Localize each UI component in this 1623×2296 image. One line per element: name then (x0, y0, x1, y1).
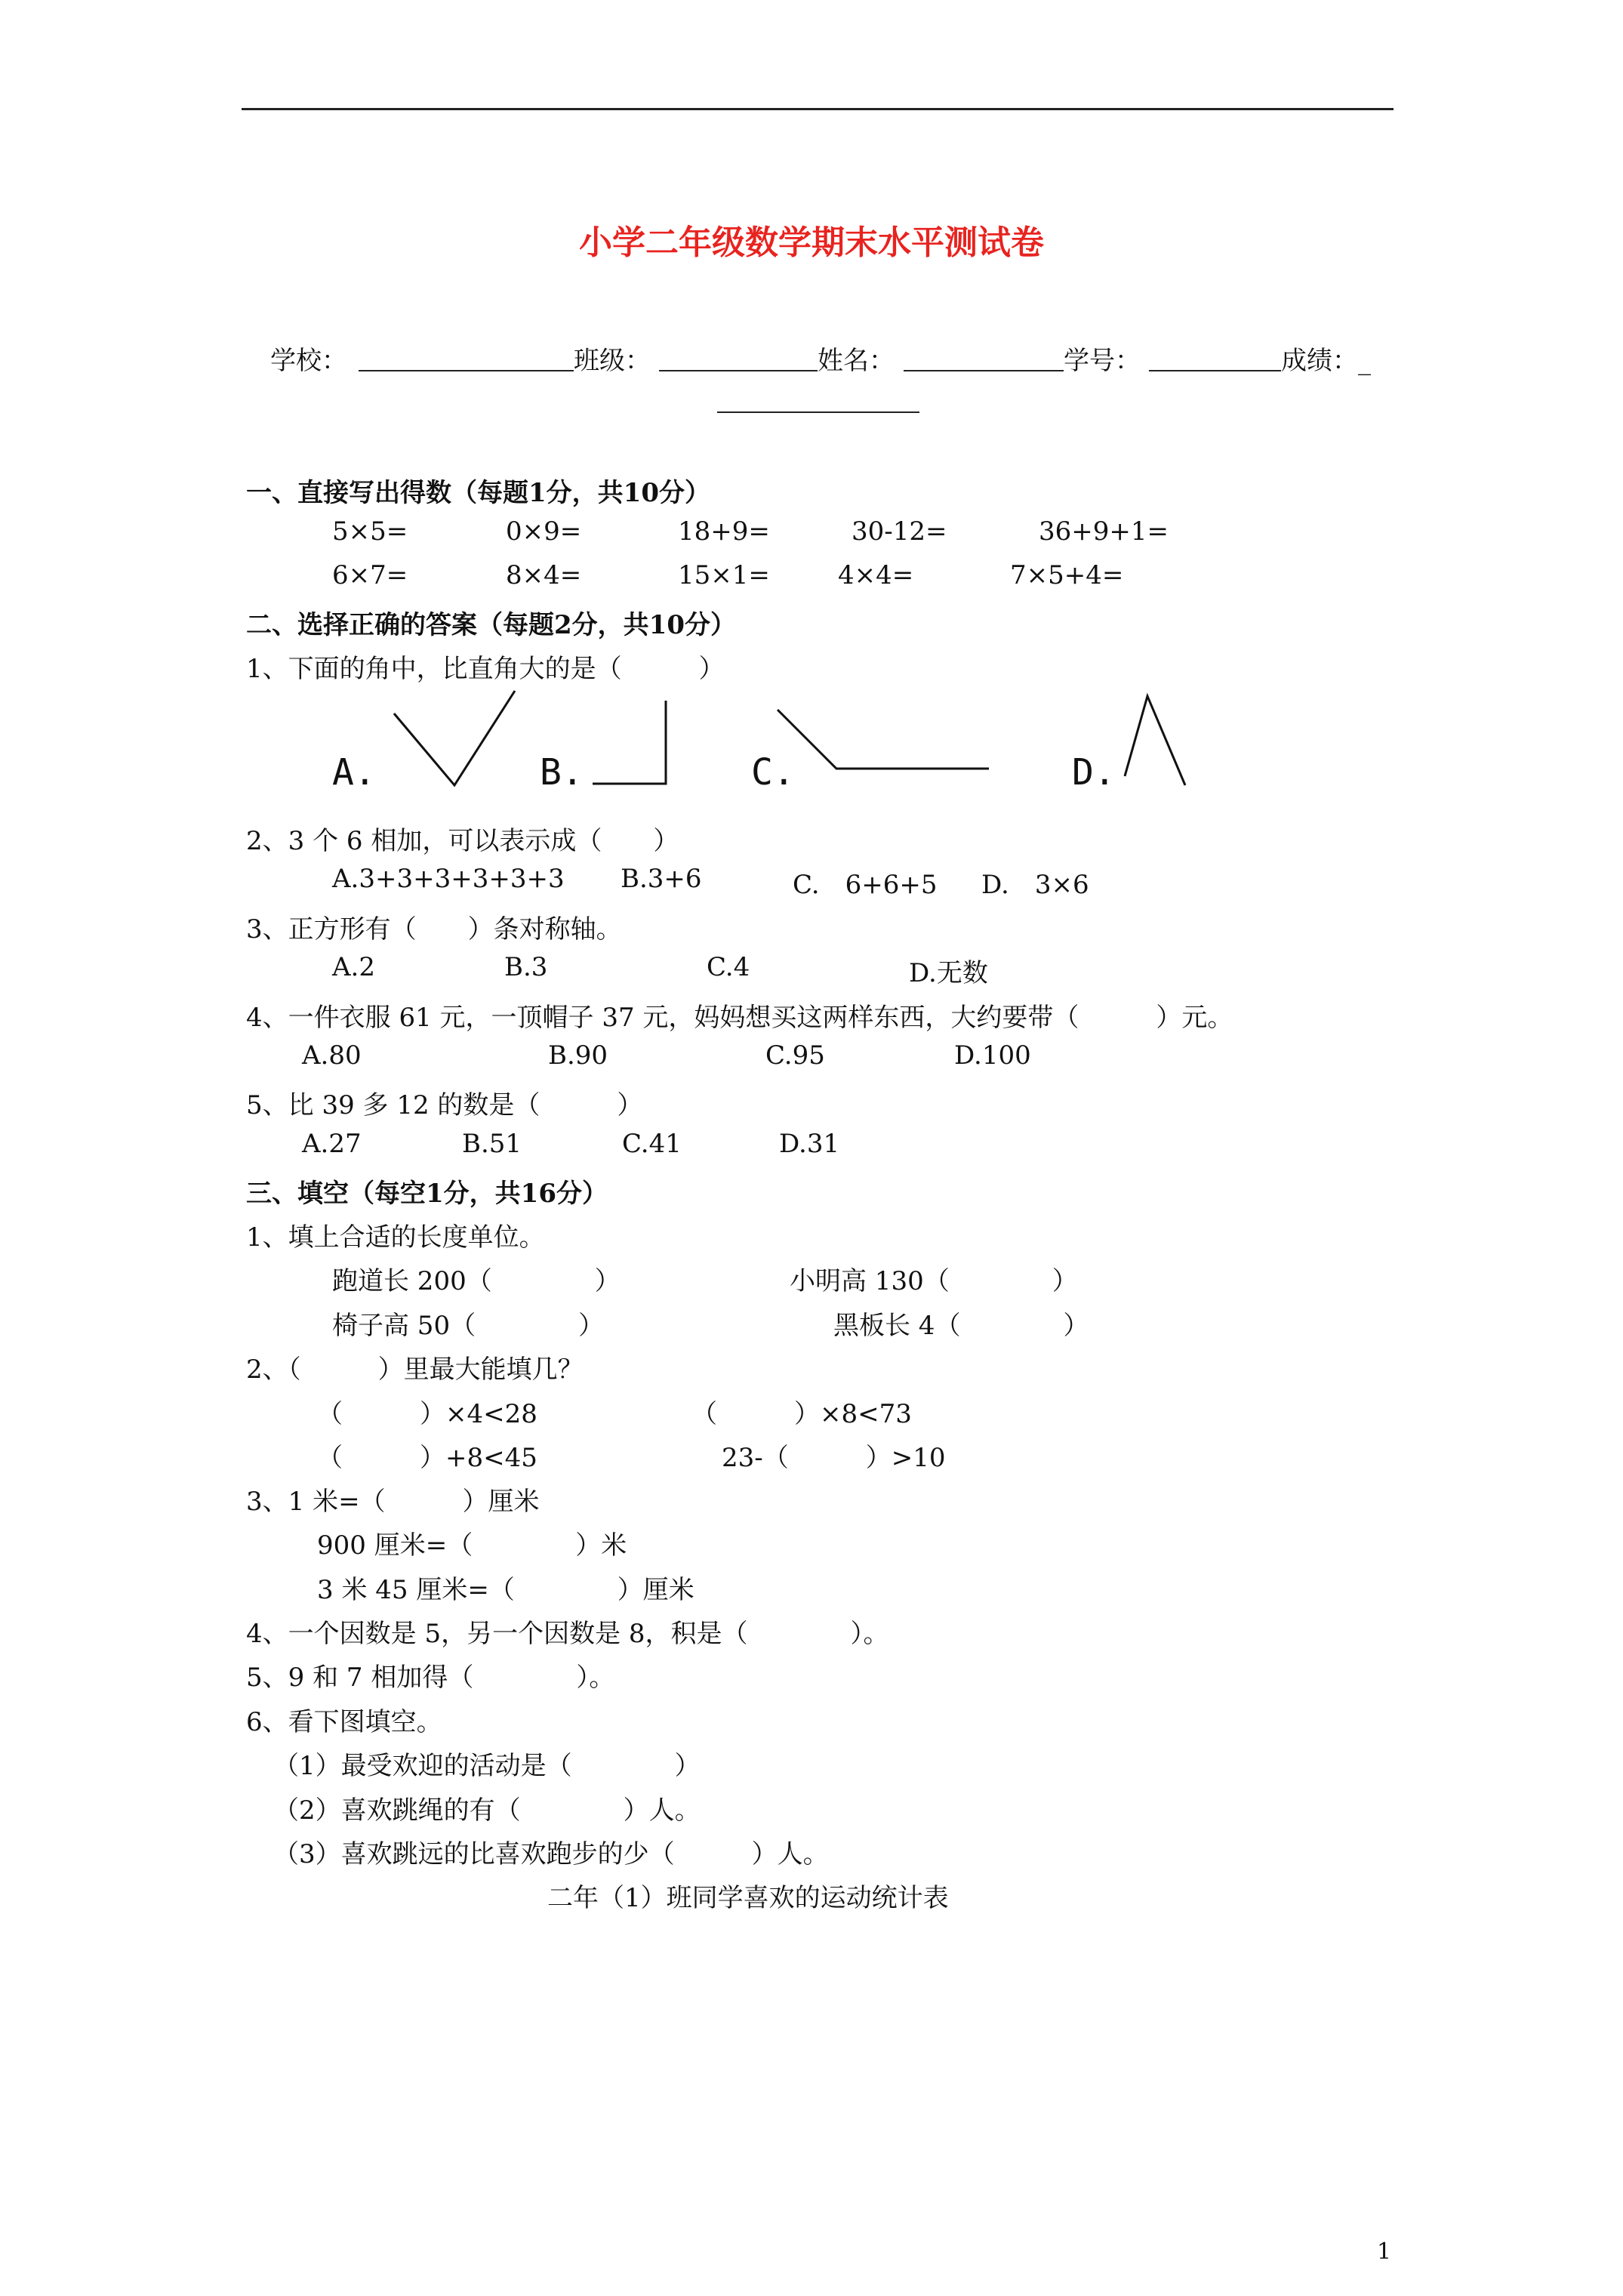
option: A.3+3+3+3+3+3 (332, 864, 565, 894)
calc-item: 7×5+4= (1010, 560, 1124, 590)
option: B.3+6 (621, 864, 702, 894)
option: C.4 (707, 952, 750, 982)
section3-heading: 三、填空（每空1分，共16分） (246, 1179, 608, 1209)
option: C. 6+6+5 (793, 870, 938, 900)
option: D. 3×6 (981, 870, 1089, 900)
option: C.95 (765, 1040, 825, 1071)
angle-b (593, 701, 666, 784)
calc-item: 15×1= (678, 560, 770, 590)
option: D.31 (779, 1129, 840, 1159)
figure-label-a: A. (332, 751, 376, 794)
question-2-4: 4、一件衣服 61 元，一顶帽子 37 元，妈妈想买这两样东西，大约要带（ ）元。 (246, 1003, 1233, 1033)
calc-item: 8×4= (506, 560, 582, 590)
fill-item: 23-（ ）>10 (722, 1443, 946, 1473)
score-blank[interactable] (717, 411, 919, 413)
angle-c (778, 710, 989, 769)
option: B.90 (548, 1040, 608, 1071)
number-label: 学号： (1064, 346, 1141, 376)
score-label: 成绩：_ (1281, 346, 1371, 376)
question-3-4: 4、一个因数是 5，另一个因数是 8，积是（ ）。 (246, 1619, 889, 1649)
calc-item: 4×4= (838, 560, 914, 590)
calc-item: 6×7= (332, 560, 408, 590)
question-3-3: 3、1 米=（ ）厘米 (246, 1487, 540, 1517)
option: A.27 (302, 1129, 362, 1159)
question-3-2: 2、（ ）里最大能填几？ (246, 1354, 584, 1385)
calc-item: 30-12= (852, 516, 947, 547)
page-title: 小学二年级数学期末水平测试卷 (579, 223, 1044, 262)
option: D.无数 (909, 958, 988, 988)
figure-label-d: D. (1072, 751, 1116, 794)
header-rule (242, 108, 1394, 110)
fill-item: （ ）×4<28 (317, 1399, 537, 1429)
question-3-6: 6、看下图填空。 (246, 1707, 442, 1737)
fill-item: 椅子高 50（ ） (332, 1311, 605, 1341)
calc-item: 5×5= (332, 516, 408, 547)
question-2-1: 1、下面的角中，比直角大的是（ ） (246, 654, 725, 684)
angle-d (1125, 696, 1185, 785)
figure-label-b: B. (540, 751, 584, 794)
name-blank[interactable] (904, 370, 1064, 371)
option: B.3 (504, 952, 548, 982)
fill-item: （ ）×8<73 (691, 1399, 912, 1429)
school-label: 学校： (270, 346, 347, 376)
name-label: 姓名： (818, 346, 895, 376)
option: D.100 (954, 1040, 1031, 1071)
fill-item: 跑道长 200（ ） (332, 1266, 621, 1296)
fill-item: （ ）+8<45 (317, 1443, 537, 1473)
page-number: 1 (1377, 2239, 1392, 2265)
fill-item: 小明高 130（ ） (790, 1266, 1078, 1296)
fill-item: 3 米 45 厘米=（ ）厘米 (317, 1575, 694, 1605)
table-title: 二年（1）班同学喜欢的运动统计表 (547, 1883, 949, 1913)
option: A.80 (302, 1040, 362, 1071)
number-blank[interactable] (1149, 370, 1281, 371)
calc-item: 36+9+1= (1039, 516, 1169, 547)
angle-figures (325, 680, 1268, 808)
figure-label-c: C. (751, 751, 795, 794)
class-blank[interactable] (659, 370, 818, 371)
sub-question: （2）喜欢跳绳的有（ ）人。 (273, 1795, 701, 1826)
fill-item: 黑板长 4（ ） (833, 1311, 1089, 1341)
fill-item: 900 厘米=（ ）米 (317, 1530, 627, 1561)
school-blank[interactable] (359, 370, 574, 371)
question-2-5: 5、比 39 多 12 的数是（ ） (246, 1090, 643, 1120)
option: C.41 (622, 1129, 682, 1159)
question-2-2: 2、3 个 6 相加，可以表示成（ ） (246, 826, 679, 856)
question-3-5: 5、9 和 7 相加得（ ）。 (246, 1663, 615, 1693)
option: B.51 (462, 1129, 522, 1159)
angle-drawings (325, 680, 1268, 808)
calc-item: 18+9= (678, 516, 770, 547)
question-3-1: 1、填上合适的长度单位。 (246, 1222, 545, 1253)
sub-question: （1）最受欢迎的活动是（ ） (273, 1751, 701, 1781)
option: A.2 (332, 952, 375, 982)
sub-question: （3）喜欢跳远的比喜欢跑步的少（ ）人。 (273, 1839, 829, 1869)
class-label: 班级： (574, 346, 651, 376)
section1-heading: 一、直接写出得数（每题1分，共10分） (246, 478, 710, 508)
section2-heading: 二、选择正确的答案（每题2分，共10分） (246, 610, 736, 640)
question-2-3: 3、正方形有（ ）条对称轴。 (246, 914, 622, 945)
calc-item: 0×9= (506, 516, 582, 547)
angle-a (394, 691, 515, 785)
